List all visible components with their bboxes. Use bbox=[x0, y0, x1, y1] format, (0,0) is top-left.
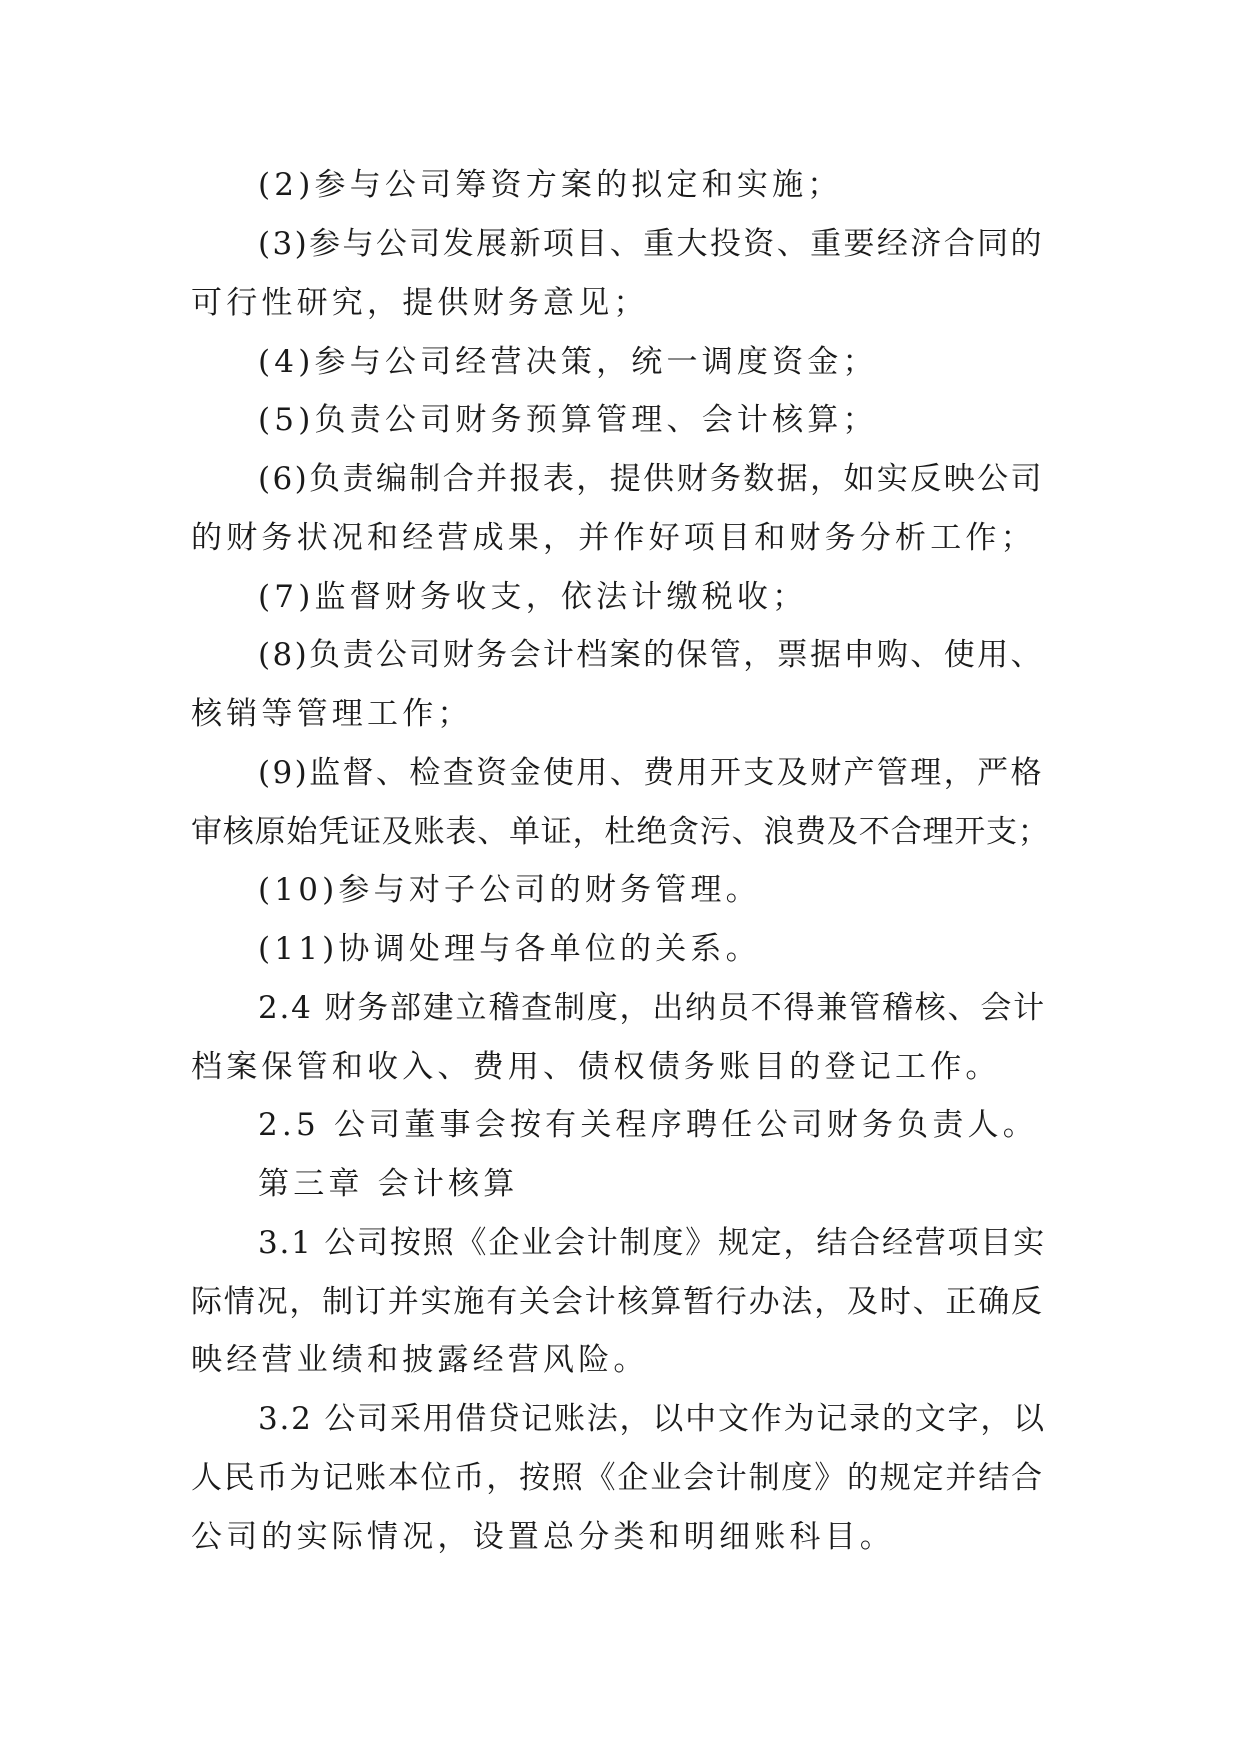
clause-3-1: 3.1 公司按照《企业会计制度》规定，结合经营项目实 bbox=[258, 1225, 1046, 1261]
clause-3-2-cont-1: 人民币为记账本位币，按照《企业会计制度》的规定并结合 bbox=[191, 1460, 1044, 1496]
list-item-8-cont: 核销等管理工作； bbox=[191, 696, 473, 732]
list-item-9-cont: 审核原始凭证及账表、单证，杜绝贪污、浪费及不合理开支； bbox=[191, 814, 1050, 850]
list-item-4: (4)参与公司经营决策，统一调度资金； bbox=[258, 344, 878, 380]
clause-3-2-cont-2: 公司的实际情况，设置总分类和明细账科目。 bbox=[191, 1519, 895, 1555]
clause-2-4: 2.4 财务部建立稽查制度，出纳员不得兼管稽核、会计 bbox=[258, 990, 1046, 1026]
list-item-2: (2)参与公司筹资方案的拟定和实施； bbox=[258, 167, 843, 203]
list-item-10: (10)参与对子公司的财务管理。 bbox=[258, 872, 761, 908]
list-item-3: (3)参与公司发展新项目、重大投资、重要经济合同的 bbox=[258, 226, 1044, 262]
list-item-8: (8)负责公司财务会计档案的保管，票据申购、使用、 bbox=[258, 637, 1044, 673]
clause-2-4-cont: 档案保管和收入、费用、债权债务账目的登记工作。 bbox=[191, 1049, 1001, 1085]
list-item-11: (11)协调处理与各单位的关系。 bbox=[258, 931, 761, 967]
list-item-6-cont: 的财务状况和经营成果，并作好项目和财务分析工作； bbox=[191, 520, 1036, 556]
list-item-5: (5)负责公司财务预算管理、会计核算； bbox=[258, 402, 878, 438]
clause-3-2: 3.2 公司采用借贷记账法，以中文作为记录的文字，以 bbox=[258, 1401, 1046, 1437]
clause-2-5: 2.5 公司董事会按有关程序聘任公司财务负责人。 bbox=[258, 1107, 1038, 1143]
list-item-6: (6)负责编制合并报表，提供财务数据，如实反映公司 bbox=[258, 461, 1044, 497]
list-item-7: (7)监督财务收支，依法计缴税收； bbox=[258, 579, 808, 615]
list-item-3-cont: 可行性研究，提供财务意见； bbox=[191, 285, 649, 321]
clause-3-1-cont-2: 映经营业绩和披露经营风险。 bbox=[191, 1342, 649, 1378]
clause-3-1-cont-1: 际情况，制订并实施有关会计核算暂行办法，及时、正确反 bbox=[191, 1284, 1044, 1320]
chapter-3-heading: 第三章 会计核算 bbox=[258, 1166, 519, 1202]
list-item-9: (9)监督、检查资金使用、费用开支及财产管理，严格 bbox=[258, 755, 1044, 791]
